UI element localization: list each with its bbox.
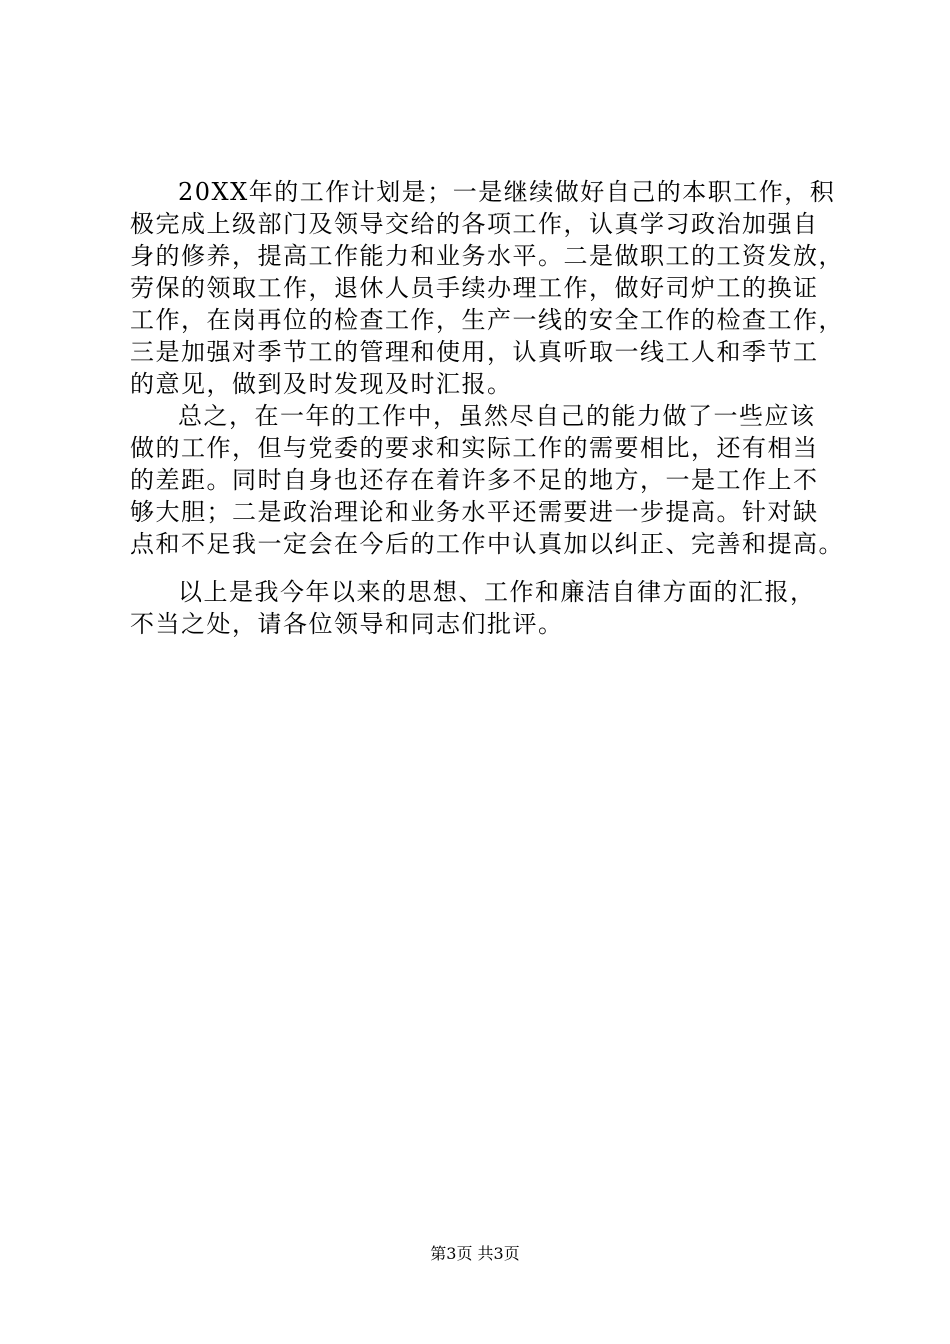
text-line: 的意见，做到及时发现及时汇报。 <box>130 370 513 398</box>
paragraph-summary <box>130 400 850 560</box>
page-footer <box>0 1244 950 1264</box>
text-line: 以上是我今年以来的思想、工作和廉洁自律方面的汇报， <box>178 578 816 606</box>
text-line: 够大胆；二是政治理论和业务水平还需要进一步提高。针对缺 <box>130 498 819 526</box>
text-line: 身的修养，提高工作能力和业务水平。二是做职工的工资发放， <box>130 242 844 270</box>
text-line: 工作，在岗再位的检查工作，生产一线的安全工作的检查工作， <box>130 306 844 334</box>
page-number-label: 第3页 共3页 <box>430 1244 520 1263</box>
text-line: 的差距。同时自身也还存在着许多不足的地方，一是工作上不 <box>130 466 819 494</box>
paragraph-work-plan <box>130 176 850 400</box>
text-line: 点和不足我一定会在今后的工作中认真加以纠正、完善和提高。 <box>130 530 844 558</box>
text-line: 做的工作，但与党委的要求和实际工作的需要相比，还有相当 <box>130 434 819 462</box>
text-line: 总之，在一年的工作中，虽然尽自己的能力做了一些应该 <box>178 402 816 430</box>
paragraph-closing <box>130 576 850 640</box>
text-line: 三是加强对季节工的管理和使用，认真听取一线工人和季节工 <box>130 338 819 366</box>
text-line: 20XX年的工作计划是；一是继续做好自己的本职工作，积 <box>178 178 836 206</box>
text-line: 极完成上级部门及领导交给的各项工作，认真学习政治加强自 <box>130 210 819 238</box>
text-line: 不当之处，请各位领导和同志们批评。 <box>130 610 564 638</box>
text-line: 劳保的领取工作，退休人员手续办理工作，做好司炉工的换证 <box>130 274 819 302</box>
